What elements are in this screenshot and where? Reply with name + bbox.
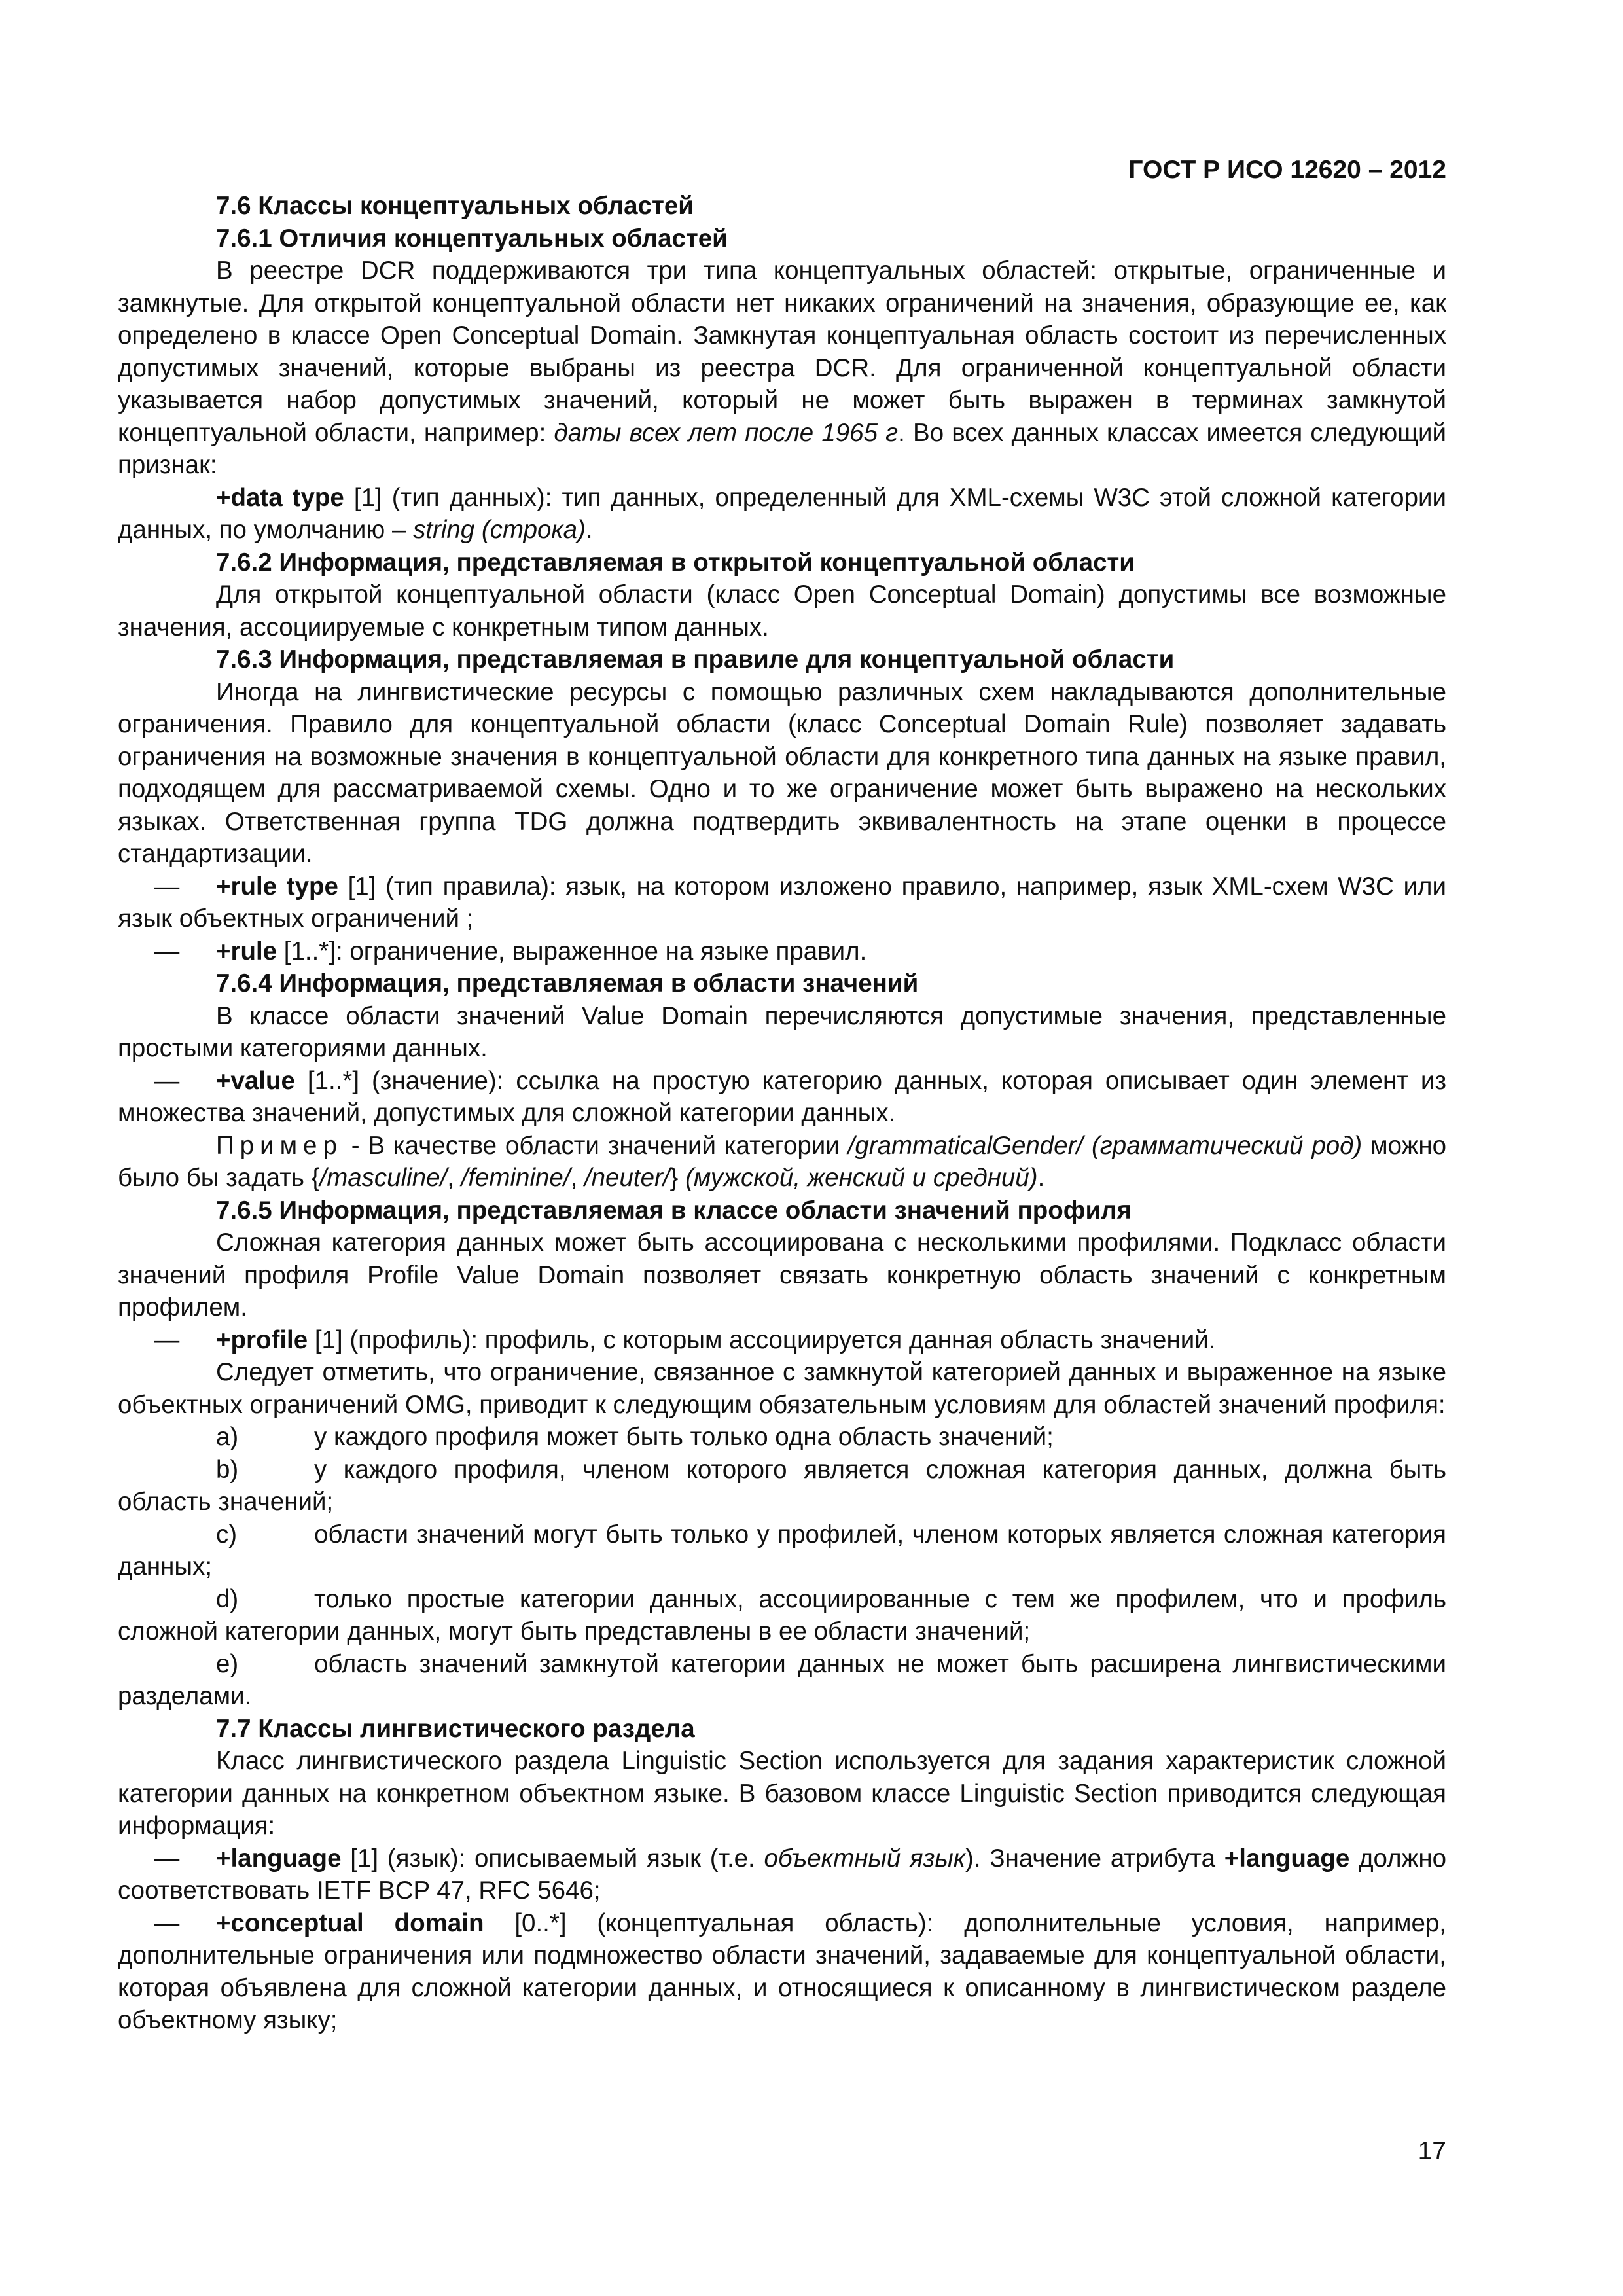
dash-item: — +value [1..*] (значение): ссылка на простую категорию данных, которая описывает один элемент из множества значений, допустимых для сложной категории данных. — [118, 1066, 1446, 1127]
paragraph: Класс лингвистического раздела Linguistic Section используется для задания характеристик сложной категории данных на конкретном объектном языке. В базовом классе Linguistic Section приводится следующая информация: — [118, 1747, 1446, 1840]
dash-item: — +conceptual domain [0..*] (концептуальная область): дополнительные условия, например, дополнительные ограничения или подмножество области значений, задаваемые для концептуальной области, которая объявлена для сложной категории данных, и относящиеся к описанному в лингвистическом разделе объектному языку; — [118, 1909, 1446, 2034]
dash-item: — +profile [1] (профиль): профиль, с которым ассоциируется данная область значений. — [154, 1325, 1216, 1354]
dash-item: — +rule [1..*]: ограничение, выраженное на языке правил. — [154, 937, 867, 965]
list-item: a) у каждого профиля может быть только одна область значений; — [216, 1423, 1054, 1451]
section-heading-7-6-3: 7.6.3 Информация, представляемая в правиле для концептуальной области — [216, 645, 1175, 673]
dash-item: — +language [1] (язык): описываемый язык (т.е. объектный язык). Значение атрибута +language должно соответствовать IETF BCP 47, RFC 5646; — [118, 1844, 1447, 1905]
section-heading-7-7: 7.7 Классы лингвистического раздела — [216, 1714, 695, 1743]
paragraph: Иногда на лингвистические ресурсы с помощью различных схем накладываются дополнительные ограничения. Правило для концептуальной области (класс Conceptual Domain Rule) позволяет задавать ограничения на возможные значения в концептуальной области для конкретного типа данных на языке правил, подходящем для рассматриваемой схемы. Одно и то же ограничение может быть выражено на нескольких языках. Ответственная группа TDG должна подтвердить эквивалентность на этапе оценки в процессе стандартизации. — [118, 677, 1446, 868]
document-page — [118, 151, 1446, 2037]
list-item: b) у каждого профиля, членом которого является сложная категория данных, должна быть область значений; — [118, 1455, 1446, 1516]
example-note: Пример - В качестве области значений категории /grammaticalGender/ (грамматический род) можно было бы задать {/masculine/, /feminine/, /neuter/} (мужской, женский и средний). — [118, 1131, 1446, 1192]
page-number: 17 — [1418, 2137, 1446, 2165]
paragraph: Для открытой концептуальной области (класс Open Conceptual Domain) допустимы все возможные значения, ассоциируемые с конкретным типом данных. — [118, 581, 1446, 641]
paragraph: В классе области значений Value Domain перечисляются допустимые значения, представленные простыми категориями данных. — [118, 1001, 1446, 1062]
list-item: c) области значений могут быть только у профилей, членом которых является сложная категория данных; — [118, 1520, 1446, 1581]
dash-item: — +rule type [1] (тип правила): язык, на котором изложено правило, например, язык XML-схем W3C или язык объектных ограничений ; — [118, 872, 1446, 933]
section-heading-7-6-1: 7.6.1 Отличия концептуальных областей — [216, 224, 728, 253]
section-heading-7-6-2: 7.6.2 Информация, представляемая в открытой концептуальной области — [216, 548, 1135, 577]
paragraph: В реестре DCR поддерживаются три типа концептуальных областей: открытые, ограниченные и замкнутые. Для открытой концептуальной области нет никаких ограничений на значения, образующие ее, как определено в классе Open Conceptual Domain. Замкнутая концептуальная область состоит из перечисленных допустимых значений, которые выбраны из реестра DCR. Для ограниченной концептуальной области указывается набор допустимых значений, который не может быть выражен в терминах замкнутой концептуальной области, например: даты всех лет после 1965 г. Во всех данных классах имеется следующий признак: — [118, 257, 1446, 479]
paragraph: Сложная категория данных может быть ассоциирована с несколькими профилями. Подкласс области значений профиля Profile Value Domain позволяет связать конкретную область значений с конкретным профилем. — [118, 1229, 1446, 1321]
section-heading-7-6-4: 7.6.4 Информация, представляемая в области значений — [216, 969, 919, 997]
paragraph: +data type [1] (тип данных): тип данных, определенный для XML-схемы W3C этой сложной категории данных, по умолчанию – string (строка). — [118, 483, 1446, 544]
document-header: ГОСТ Р ИСО 12620 – 2012 — [1128, 156, 1446, 184]
paragraph: Следует отметить, что ограничение, связанное с замкнутой категорией данных и выраженное на языке объектных ограничений OMG, приводит к следующим обязательным условиям для областей значений профиля: — [118, 1358, 1446, 1419]
list-item: e) область значений замкнутой категории данных не может быть расширена лингвистическими разделами. — [118, 1649, 1446, 1710]
list-item: d) только простые категории данных, ассоциированные с тем же профилем, что и профиль сложной категории данных, могут быть представлены в ее области значений; — [118, 1585, 1446, 1645]
section-heading-7-6: 7.6 Классы концептуальных областей — [216, 192, 694, 220]
section-heading-7-6-5: 7.6.5 Информация, представляемая в классе области значений профиля — [216, 1196, 1132, 1225]
